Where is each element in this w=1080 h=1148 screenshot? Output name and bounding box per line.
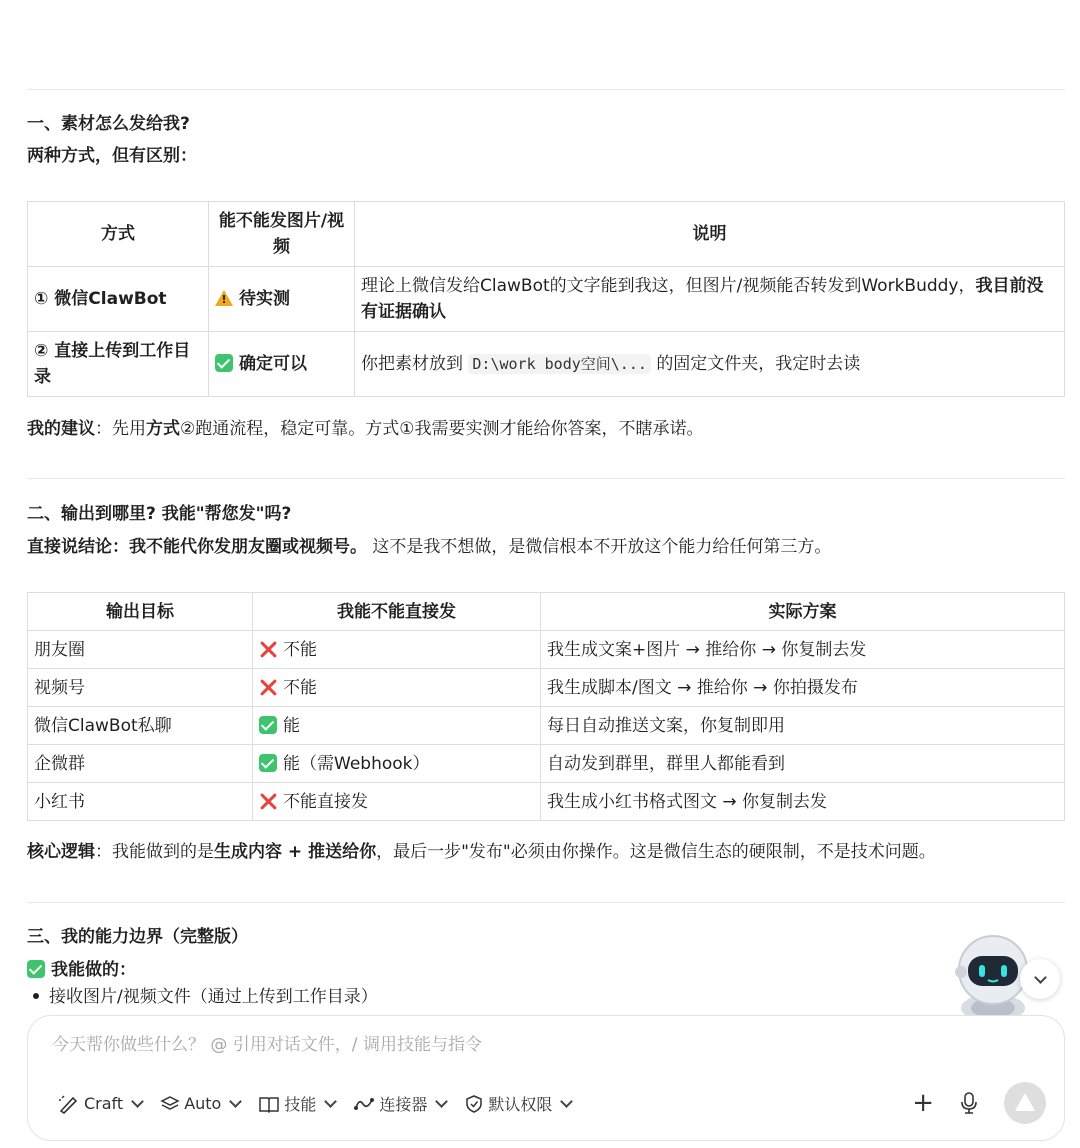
cross-icon xyxy=(259,640,277,658)
table-header: 说明 xyxy=(355,202,1065,267)
list-item: 接收图片/视频文件（通过上传到工作目录） xyxy=(27,984,378,1010)
divider xyxy=(27,902,1065,903)
plan-cell: 我生成文案+图片 → 推给你 → 你复制去发 xyxy=(541,631,1065,669)
desc-cell: 你把素材放到 D:\work body空间\... 的固定文件夹，我定时去读 xyxy=(355,332,1065,397)
check-icon xyxy=(215,354,233,372)
target-cell: 朋友圈 xyxy=(28,631,253,669)
table-row xyxy=(28,631,1065,669)
craft-mode-dropdown[interactable]: Craft xyxy=(58,1094,146,1114)
target-cell: 微信ClawBot私聊 xyxy=(28,707,253,745)
status-cell: ! 待实测 xyxy=(209,267,355,332)
plan-cell: 我生成小红书格式图文 → 你复制去发 xyxy=(541,783,1065,821)
connector-icon xyxy=(353,1094,375,1114)
table-header: 实际方案 xyxy=(541,593,1065,631)
advice-line: 我的建议：先用方式②跑通流程，稳定可靠。方式①我需要实测才能给你答案，不瞎承诺。 xyxy=(27,419,704,439)
table-header: 方式 xyxy=(28,202,209,267)
can-cell: 能（需Webhook） xyxy=(253,745,541,783)
warning-icon: ! xyxy=(215,290,233,306)
method-cell: ① 微信ClawBot xyxy=(28,267,209,332)
chat-content xyxy=(27,0,1065,1010)
table-row xyxy=(28,267,1065,332)
plan-cell: 自动发到群里，群里人都能看到 xyxy=(541,745,1065,783)
section1-title: 一、素材怎么发给我? xyxy=(27,114,190,134)
method-cell: ② 直接上传到工作目录 xyxy=(28,332,209,397)
shield-icon xyxy=(464,1094,484,1114)
input-methods-table xyxy=(27,201,1065,397)
status-cell: 确定可以 xyxy=(209,332,355,397)
chevron-down-icon xyxy=(561,1095,574,1108)
target-cell: 视频号 xyxy=(28,669,253,707)
bullet-icon xyxy=(33,993,39,999)
connectors-dropdown[interactable]: 连接器 xyxy=(353,1092,450,1115)
desc-cell: 理论上微信发给ClawBot的文字能到我这，但图片/视频能否转发到WorkBuddy，我目前没有证据确认 xyxy=(355,267,1065,332)
chevron-down-icon xyxy=(1034,971,1047,984)
add-attachment-button[interactable]: + xyxy=(912,1088,934,1118)
table-row xyxy=(28,745,1065,783)
scroll-to-bottom-button[interactable] xyxy=(1020,959,1060,999)
table-row xyxy=(28,669,1065,707)
check-icon xyxy=(27,960,45,978)
table-header: 我能不能直接发 xyxy=(253,593,541,631)
composer-input[interactable]: 今天帮你做些什么？ @ 引用对话文件，/ 调用技能与指令 xyxy=(52,1035,482,1055)
logic-line: 核心逻辑：我能做到的是生成内容 + 推送给你，最后一步"发布"必须由你操作。这是微信生态的硬限制，不是技术问题。 xyxy=(27,842,936,862)
folder-path: D:\work body空间\... xyxy=(468,354,651,374)
chevron-down-icon xyxy=(436,1095,449,1108)
permissions-dropdown[interactable]: 默认权限 xyxy=(464,1092,575,1115)
section2-conclusion: 直接说结论：我不能代你发朋友圈或视频号。 这不是我不想做，是微信根本不开放这个能力给任何第三方。 xyxy=(27,537,832,557)
target-cell: 企微群 xyxy=(28,745,253,783)
layers-icon xyxy=(160,1094,180,1114)
book-icon xyxy=(258,1094,280,1114)
cross-icon xyxy=(259,678,277,696)
table-row xyxy=(28,707,1065,745)
can-cell: 不能 xyxy=(253,631,541,669)
table-row xyxy=(28,332,1065,397)
message-composer xyxy=(27,1015,1065,1141)
table-header: 能不能发图片/视频 xyxy=(209,202,355,267)
chevron-down-icon xyxy=(131,1095,144,1108)
can-cell: 不能 xyxy=(253,669,541,707)
check-icon xyxy=(259,716,277,734)
table-header: 输出目标 xyxy=(28,593,253,631)
craft-pen-icon xyxy=(58,1094,80,1114)
can-cell: 能 xyxy=(253,707,541,745)
send-arrow-icon xyxy=(1015,1093,1035,1111)
microphone-icon[interactable] xyxy=(960,1091,978,1115)
skills-dropdown[interactable]: 技能 xyxy=(258,1092,339,1115)
cross-icon xyxy=(259,792,277,810)
section2-title: 二、输出到哪里? 我能"帮您发"吗? xyxy=(27,504,292,524)
output-targets-table xyxy=(27,592,1065,821)
model-auto-dropdown[interactable]: Auto xyxy=(160,1094,244,1114)
check-icon xyxy=(259,754,277,772)
composer-toolbar xyxy=(58,1092,575,1115)
table-row xyxy=(28,783,1065,821)
can-cell: 不能直接发 xyxy=(253,783,541,821)
can-do-heading: 我能做的： xyxy=(27,957,136,983)
target-cell: 小红书 xyxy=(28,783,253,821)
divider xyxy=(27,478,1065,479)
section1-subtitle: 两种方式，但有区别： xyxy=(27,146,197,166)
composer-actions xyxy=(912,1082,1046,1124)
chevron-down-icon xyxy=(324,1095,337,1108)
plan-cell: 我生成脚本/图文 → 推给你 → 你拍摄发布 xyxy=(541,669,1065,707)
divider xyxy=(27,89,1065,90)
plan-cell: 每日自动推送文案，你复制即用 xyxy=(541,707,1065,745)
chevron-down-icon xyxy=(229,1095,242,1108)
send-button[interactable] xyxy=(1004,1082,1046,1124)
section3-title: 三、我的能力边界（完整版） xyxy=(27,927,248,947)
